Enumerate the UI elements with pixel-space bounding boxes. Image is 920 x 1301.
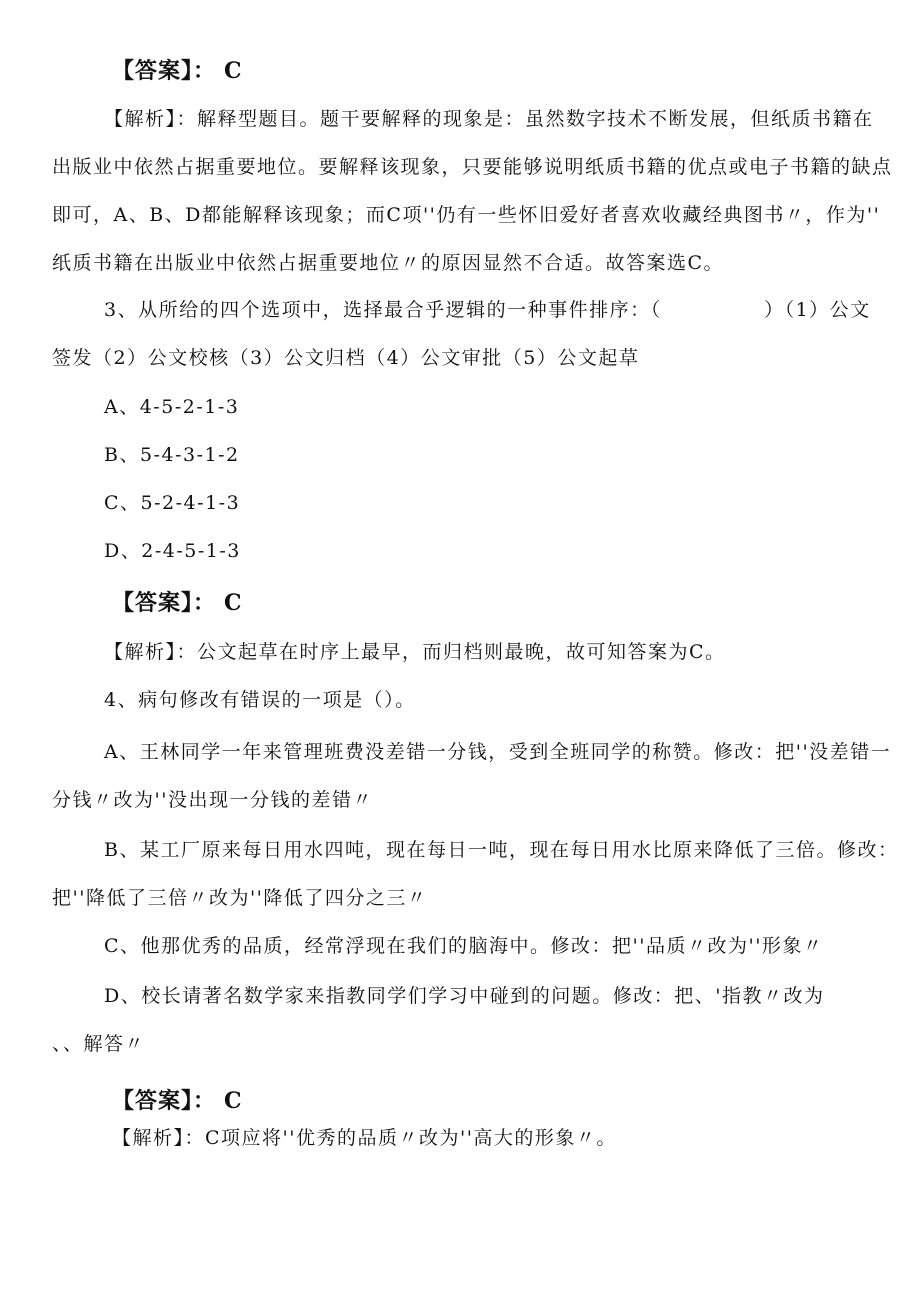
q2-analysis-line-1: 【解析】：解释型题目。题干要解释的现象是：虽然数字技术不断发展，但纸质书籍在 [104,108,874,130]
q4-option-a-line-2: 分钱〃改为''没出现一分钱的差错〃 [52,789,373,811]
q4-option-d-line-2: 、、解答〃 [52,1033,146,1055]
q4-option-a-line-1: A、王林同学一年来管理班费没差错一分钱，受到全班同学的称赞。修改：把''没差错一 [104,741,892,763]
q3-option-a: A、4-5-2-1-3 [104,396,240,418]
q4-option-b-line-1: B、某工厂原来每日用水四吨，现在每日一吨，现在每日用水比原来降低了三倍。修改： [104,839,899,861]
q2-analysis-line-3: 即可，A、B、D都能解释该现象；而C项''仍有一些怀旧爱好者喜欢收藏经典图书〃，作为'' [52,204,881,226]
q3-stem-line-2: 签发（2）公文校核（3）公文归档（4）公文审批（5）公文起草 [52,347,640,369]
answer-label: 【答案】： [112,590,217,616]
answer-label: 【答案】： [112,1088,217,1114]
q3-option-d: D、2-4-5-1-3 [104,540,241,562]
q3-option-c: C、5-2-4-1-3 [104,492,241,514]
q4-option-c: C、他那优秀的品质，经常浮现在我们的脑海中。修改：把''品质〃改为''形象〃 [104,935,824,957]
q2-answer [112,58,243,84]
answer-value: C [224,590,243,616]
q4-answer [112,1088,243,1114]
answer-value: C [224,1088,243,1114]
q4-option-b-line-2: 把''降低了三倍〃改为''降低了四分之三〃 [52,887,428,909]
q2-analysis-line-4: 纸质书籍在出版业中依然占据重要地位〃的原因显然不合适。故答案选C。 [52,252,725,274]
q3-option-b: B、5-4-3-1-2 [104,444,240,466]
q4-stem: 4、病句修改有错误的一项是（）。 [104,689,416,711]
q4-analysis: 【解析】：C项应将''优秀的品质〃改为''高大的形象〃。 [112,1127,617,1149]
q3-stem-line-1: 3、从所给的四个选项中，选择最合乎逻辑的一种事件排序：（ ）（1）公文 [104,299,871,321]
answer-value: C [224,58,243,84]
q3-answer [112,590,243,616]
q4-option-d-line-1: D、校长请著名数学家来指教同学们学习中碰到的问题。修改：把、'指教〃改为 [104,985,825,1007]
q2-analysis-line-2: 出版业中依然占据重要地位。要解释该现象，只要能够说明纸质书籍的优点或电子书籍的缺点 [52,156,893,178]
answer-label: 【答案】： [112,58,217,84]
q3-analysis: 【解析】：公文起草在时序上最早，而归档则最晚，故可知答案为C。 [104,641,726,663]
